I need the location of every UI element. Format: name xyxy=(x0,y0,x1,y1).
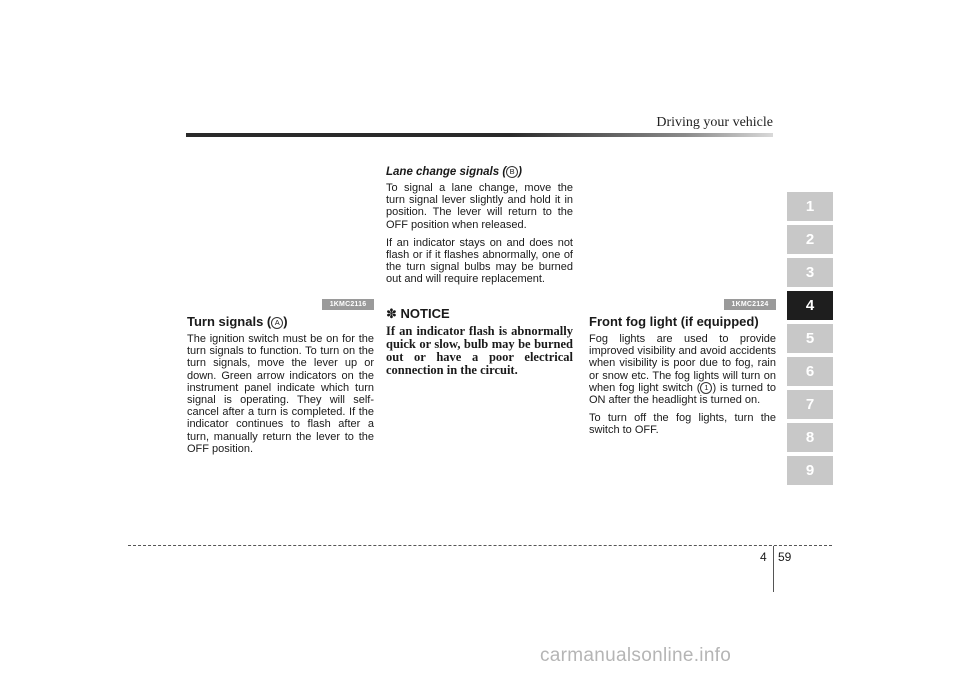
image-code-tag: 1KMC2116 xyxy=(322,299,374,310)
notice-asterisk-icon: ✽ xyxy=(386,305,397,321)
column-fog-light xyxy=(589,299,776,443)
chapter-tab-1[interactable]: 1 xyxy=(787,192,833,221)
turn-signals-heading xyxy=(187,314,374,329)
marker-b-icon: B xyxy=(506,166,518,178)
fog-light-para-2: To turn off the fog lights, turn the switch to OFF. xyxy=(589,412,776,437)
fog-para-text: Fog lights are used to provide improved visibility and avoid accidents when visibility is poor due to fog, rain or snow etc. The fog lights will turn on when fog light switch ( xyxy=(589,333,776,394)
fog-light-heading: Front fog light (if equipped) xyxy=(589,314,759,329)
image-code-tag: 1KMC2124 xyxy=(724,299,776,310)
chapter-tab-8[interactable]: 8 xyxy=(787,423,833,452)
heading-text: Turn signals ( xyxy=(187,314,272,329)
column-turn-signals xyxy=(187,299,374,461)
subheading-text: Lane change signals ( xyxy=(386,166,507,178)
footer-page-number: 59 xyxy=(778,550,792,564)
footer-rule xyxy=(128,545,832,546)
chapter-tabs xyxy=(787,192,833,489)
watermark: carmanualsonline.info xyxy=(540,645,732,666)
notice-body: If an indicator flash is abnormally quick or slow, bulb may be burned out or have a poor electrical connection in the circuit. xyxy=(386,323,573,378)
chapter-tab-2[interactable]: 2 xyxy=(787,225,833,254)
heading-text-end: ) xyxy=(283,314,288,329)
notice-label: NOTICE xyxy=(400,305,450,321)
chapter-tab-9[interactable]: 9 xyxy=(787,456,833,485)
fog-para-text-end: ) is turned to ON after the headlight is turned on. xyxy=(589,381,777,407)
chapter-tab-4[interactable]: 4 xyxy=(787,291,833,320)
footer-chapter-number: 4 xyxy=(760,550,767,564)
column-lane-change xyxy=(386,166,573,377)
marker-a-icon: A xyxy=(271,317,283,329)
turn-signals-body: The ignition switch must be on for the turn signals to function. To turn on the turn signals, move the lever up or down. Green arrow indicators on the instrument panel indicate which turn signal is operating. They will self-cancel after a turn is completed. If the indicator continues to flash after a turn, manually return the lever to the OFF position. xyxy=(187,333,374,455)
lane-change-para-2: If an indicator stays on and does not flash or if it flashes abnormally, one of the turn signal bulbs may be burned out and will require replacement. xyxy=(386,236,573,286)
header-rule xyxy=(186,133,773,137)
lane-change-subheading xyxy=(386,166,573,178)
chapter-tab-6[interactable]: 6 xyxy=(787,357,833,386)
section-title: Driving your vehicle xyxy=(656,115,773,130)
fog-light-para-1 xyxy=(589,333,776,406)
footer-divider xyxy=(773,546,774,592)
notice-heading xyxy=(386,306,573,322)
marker-1-icon: 1 xyxy=(700,382,712,394)
lane-change-para-1: To signal a lane change, move the turn signal lever slightly and hold it in position. The lever will return to the OFF position when released. xyxy=(386,182,573,231)
chapter-tab-7[interactable]: 7 xyxy=(787,390,833,419)
chapter-tab-3[interactable]: 3 xyxy=(787,258,833,287)
subheading-text-end: ) xyxy=(518,166,522,178)
chapter-tab-5[interactable]: 5 xyxy=(787,324,833,353)
